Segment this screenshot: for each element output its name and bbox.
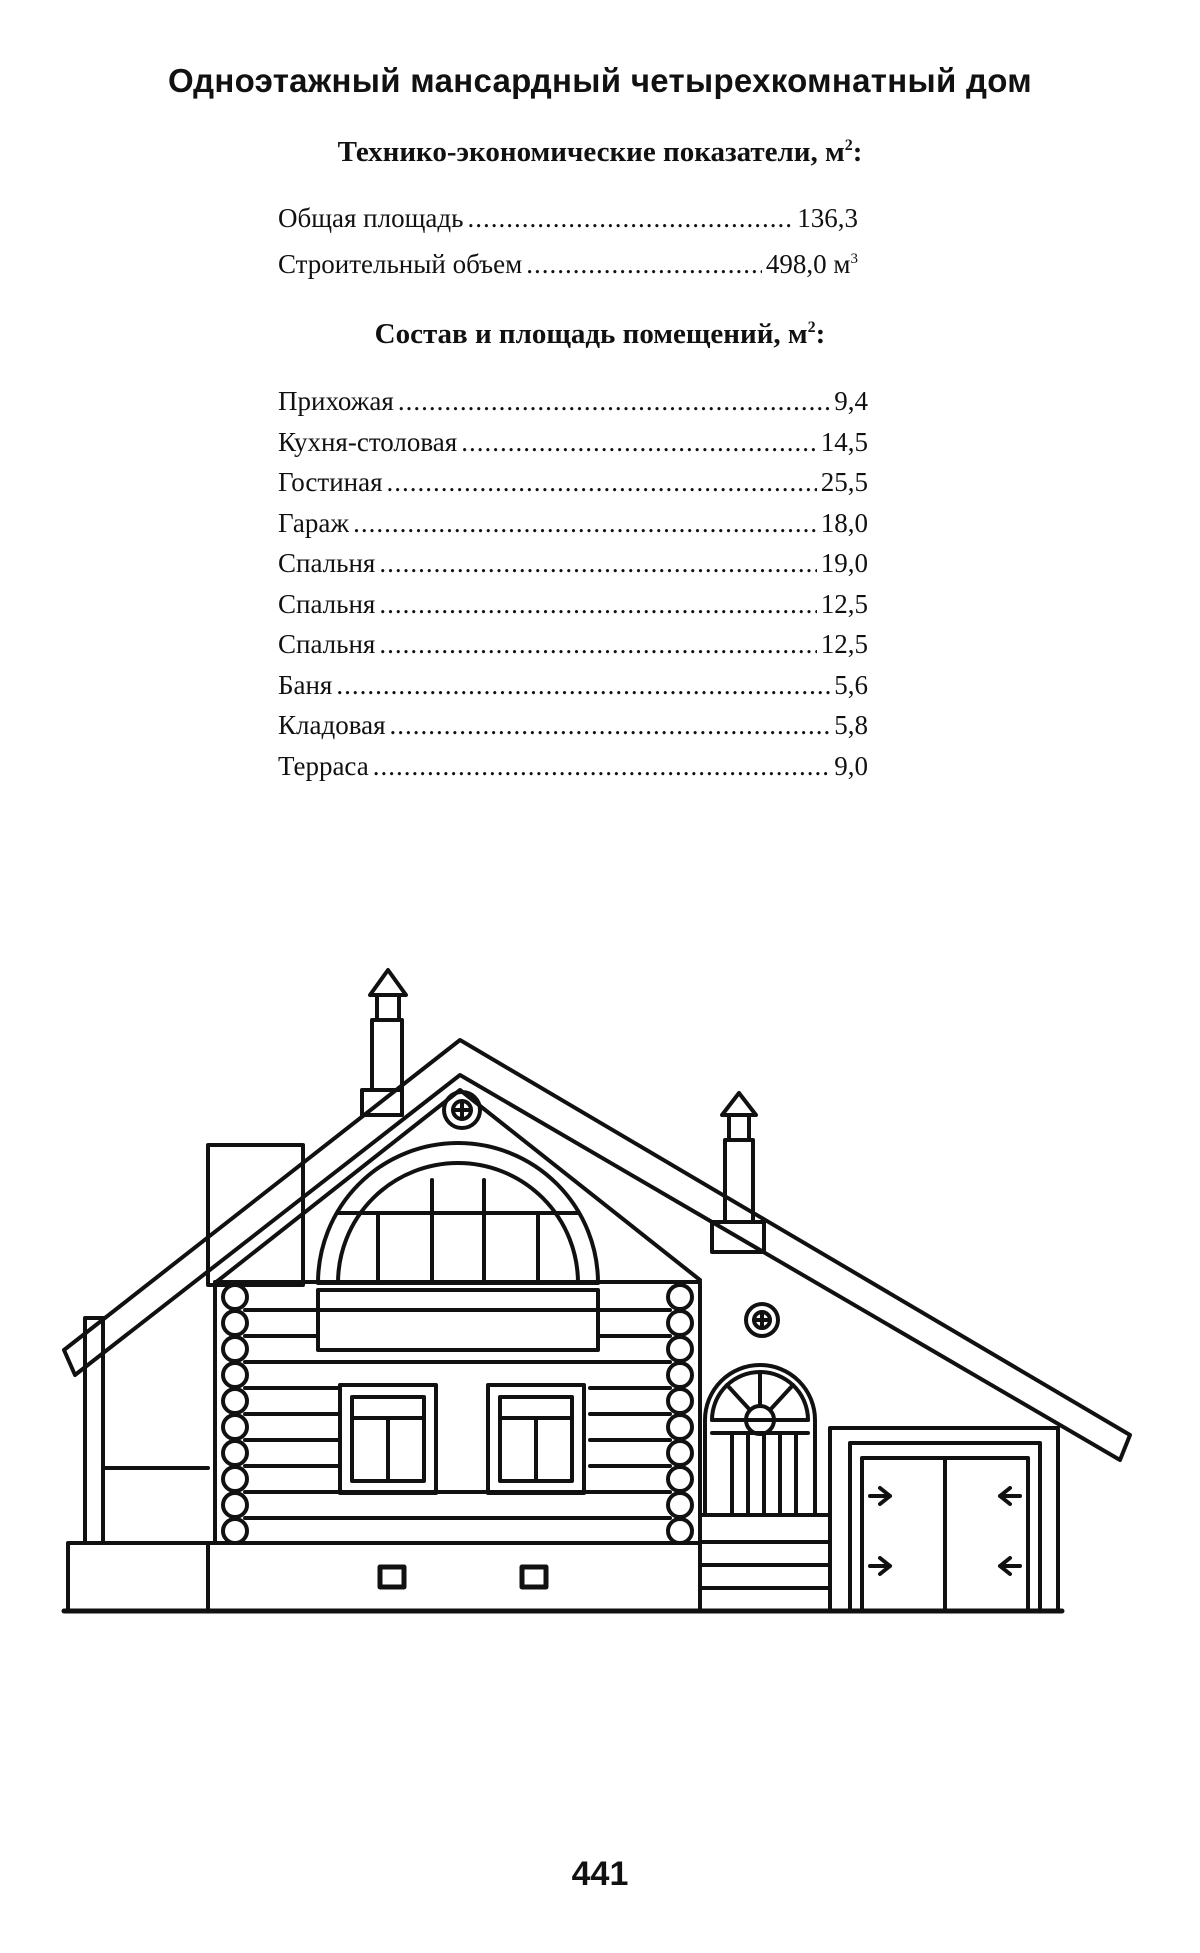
room-label: Кухня-столовая [278, 426, 458, 457]
entrance-steps [700, 1515, 830, 1611]
dot-leader [379, 589, 816, 620]
log-wall [215, 1282, 700, 1543]
room-label: Прихожая [278, 386, 394, 416]
room-area: 18,0 [820, 507, 868, 538]
rooms-heading-colon: : [815, 318, 826, 350]
dot-leader [390, 710, 831, 741]
room-area: 9,4 [834, 386, 868, 416]
room-row [278, 710, 868, 741]
room-label: Спальня [278, 588, 376, 619]
room-label: Спальня [278, 548, 376, 578]
total-area-value: 136,3 [797, 203, 858, 233]
building-volume-line [278, 249, 858, 280]
tech-heading-unit-exponent: 2 [844, 137, 853, 154]
tech-indicators-heading [0, 136, 1200, 169]
room-row [278, 751, 868, 782]
dot-leader [526, 249, 762, 280]
total-area-line [278, 203, 858, 234]
foundation [68, 1543, 700, 1611]
dot-leader [336, 670, 830, 701]
room-area: 19,0 [820, 548, 868, 578]
building-volume-label: Строительный объем [278, 249, 523, 279]
room-row [278, 548, 868, 579]
round-vent [746, 1304, 778, 1336]
room-label: Терраса [278, 750, 369, 781]
house-facade-drawing [55, 955, 1135, 1635]
room-row [278, 467, 868, 498]
room-area: 5,8 [834, 710, 868, 740]
entrance-door [705, 1365, 815, 1515]
dot-leader [379, 548, 816, 579]
round-vent [444, 1092, 480, 1128]
room-area: 5,6 [834, 669, 868, 700]
dot-leader [387, 467, 817, 498]
room-area: 9,0 [834, 750, 868, 781]
room-label: Баня [278, 669, 333, 700]
room-row [278, 670, 868, 701]
room-row [278, 508, 868, 539]
rooms-heading-text: Состав и площадь помещений, м [374, 318, 808, 350]
room-row [278, 427, 868, 458]
room-row [278, 386, 868, 417]
tech-heading-text: Технико-экономические показатели, м [337, 136, 845, 168]
dot-leader [379, 629, 816, 660]
room-area: 12,5 [820, 629, 868, 659]
room-label: Спальня [278, 629, 376, 659]
tech-heading-colon: : [852, 136, 863, 168]
building-volume-value: 498,0 $м^3$ [765, 249, 858, 279]
page-number: 441 [571, 1855, 629, 1893]
balcony-panel [318, 1290, 598, 1350]
chimney [362, 970, 406, 1115]
rooms-heading-unit-exponent: 2 [807, 319, 816, 336]
rooms-heading [0, 318, 1200, 351]
page-title: Одноэтажный мансардный четырехкомнатный дом [167, 62, 1032, 99]
room-row [278, 589, 868, 620]
dot-leader [398, 386, 830, 417]
dot-leader [467, 203, 793, 234]
dot-leader [353, 508, 817, 539]
dot-leader [373, 751, 831, 782]
total-area-label: Общая площадь [278, 203, 464, 233]
room-label: Кладовая [278, 710, 386, 740]
room-label: Гараж [278, 507, 350, 538]
room-area: 14,5 [820, 426, 868, 457]
room-area: 25,5 [820, 467, 868, 497]
garage [830, 1428, 1058, 1611]
room-label: Гостиная [278, 467, 383, 497]
ground-floor-windows [340, 1385, 584, 1493]
room-row [278, 629, 868, 660]
room-area: 12,5 [820, 588, 868, 619]
dot-leader [461, 427, 817, 458]
